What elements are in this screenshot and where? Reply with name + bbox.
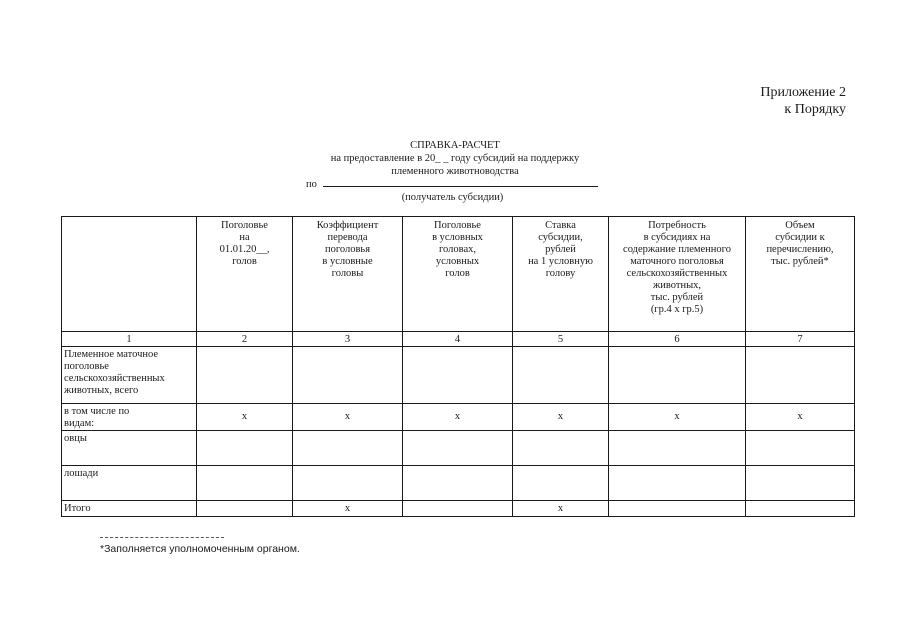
table-cell: х	[293, 501, 403, 517]
appendix-number: Приложение 2	[760, 85, 846, 100]
table-cell	[403, 347, 513, 404]
calculation-table	[61, 216, 855, 517]
table-cell	[403, 501, 513, 517]
table-cell: х	[609, 404, 746, 431]
table-cell: х	[403, 404, 513, 431]
table-cell: х	[293, 404, 403, 431]
table-cell	[746, 431, 855, 466]
table-cell	[403, 466, 513, 501]
table-cell	[197, 466, 293, 501]
column-number: 1	[62, 332, 197, 347]
appendix-reference	[760, 84, 846, 118]
recipient-blank-line	[323, 177, 598, 187]
header-cell-headcount: Поголовье на 01.01.20__, голов	[197, 217, 293, 332]
header-cell-coefficient: Коэффициент перевода поголовья в условные головы	[293, 217, 403, 332]
table-cell	[609, 431, 746, 466]
header-cell-indicator	[62, 217, 197, 332]
header-cell-conditional-heads: Поголовье в условных головах, условных голов	[403, 217, 513, 332]
appendix-target: к Порядку	[784, 102, 846, 117]
table-row-total	[62, 501, 855, 517]
column-number: 6	[609, 332, 746, 347]
table-header-row	[62, 217, 855, 332]
table-cell	[197, 501, 293, 517]
table-cell	[513, 466, 609, 501]
table-cell: х	[513, 501, 609, 517]
footnote: *Заполняется уполномоченным органом.	[100, 543, 300, 555]
table-cell	[513, 347, 609, 404]
table-cell	[746, 347, 855, 404]
table-cell: х	[513, 404, 609, 431]
table-cell	[293, 431, 403, 466]
table-cell	[609, 347, 746, 404]
document-subtitle-continued: племенного животноводства	[391, 166, 519, 177]
column-number: 2	[197, 332, 293, 347]
header-cell-subsidy-volume: Объем субсидии к перечислению, тыс. рублей*	[746, 217, 855, 332]
header-cell-subsidy-rate: Ставка субсидии, рублей на 1 условную голову	[513, 217, 609, 332]
table-row-horses	[62, 466, 855, 501]
recipient-field	[306, 177, 598, 191]
column-number: 4	[403, 332, 513, 347]
document-title: СПРАВКА-РАСЧЕТ	[410, 140, 500, 151]
table-cell: х	[197, 404, 293, 431]
column-number: 3	[293, 332, 403, 347]
table-cell	[513, 431, 609, 466]
row-label: лошади	[62, 466, 197, 501]
table-cell	[293, 347, 403, 404]
row-label: в том числе по видам:	[62, 404, 197, 431]
table-cell	[293, 466, 403, 501]
table-row-by-species	[62, 404, 855, 431]
table-cell	[609, 466, 746, 501]
document-heading	[250, 139, 660, 178]
header-cell-subsidy-need: Потребность в субсидиях на содержание племенного маточного поголовья сельскохозяйственных животных, тыс. рублей (гр.4 х гр.5)	[609, 217, 746, 332]
table-cell: х	[746, 404, 855, 431]
table-cell	[746, 466, 855, 501]
column-number: 5	[513, 332, 609, 347]
table-cell	[197, 431, 293, 466]
row-label: овцы	[62, 431, 197, 466]
column-number-row	[62, 332, 855, 347]
table-cell	[609, 501, 746, 517]
column-number: 7	[746, 332, 855, 347]
footnote-separator	[100, 537, 224, 538]
table-cell	[746, 501, 855, 517]
recipient-caption: (получатель субсидии)	[401, 192, 504, 203]
table-row-total-breeding-stock	[62, 347, 855, 404]
document-subtitle: на предоставление в 20_ _ году субсидий на поддержку	[330, 153, 580, 164]
row-label: Итого	[62, 501, 197, 517]
row-label: Племенное маточное поголовье сельскохозяйственных животных, всего	[62, 347, 197, 404]
recipient-prefix: по	[306, 179, 317, 190]
table-row-sheep	[62, 431, 855, 466]
table-cell	[197, 347, 293, 404]
table-cell	[403, 431, 513, 466]
